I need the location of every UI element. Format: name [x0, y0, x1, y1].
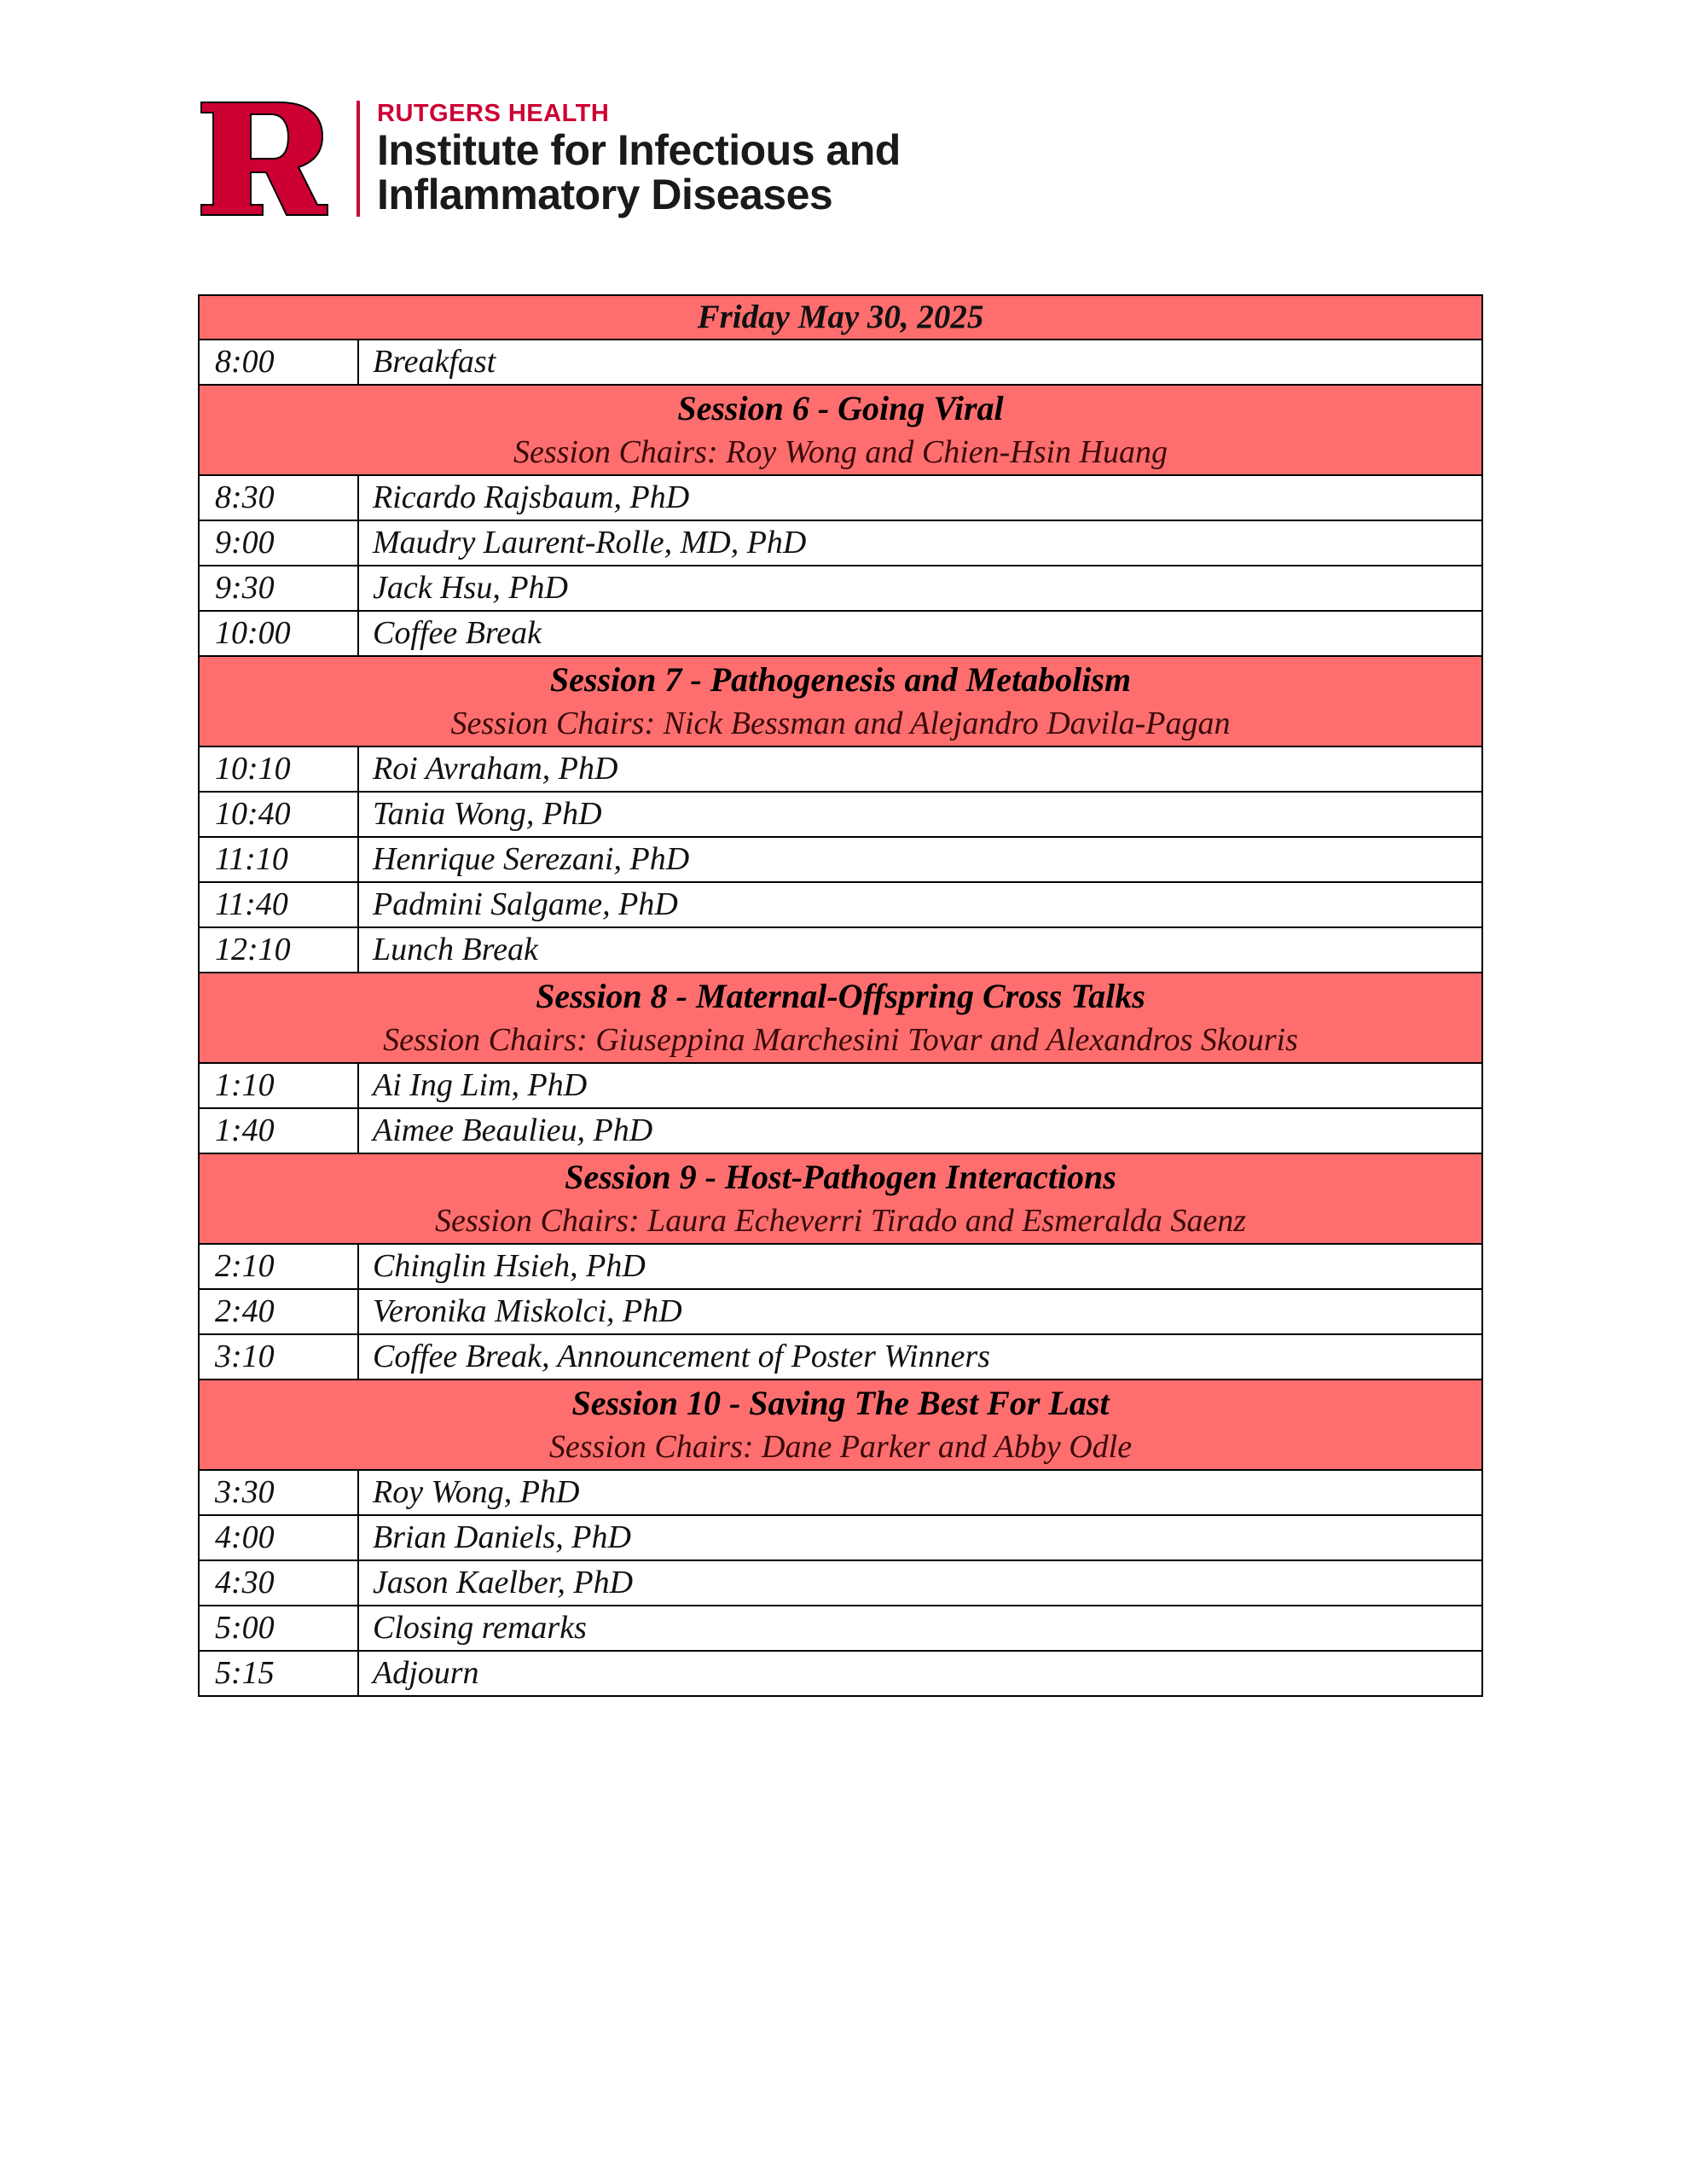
time-cell: 10:40	[199, 792, 358, 837]
time-cell: 11:10	[199, 837, 358, 882]
time-cell: 12:10	[199, 927, 358, 973]
session-chairs: Session Chairs: Nick Bessman and Alejandro Davila-Pagan	[450, 706, 1231, 741]
item-cell: Jack Hsu, PhD	[358, 566, 1482, 611]
schedule-row	[199, 1334, 1482, 1380]
time-cell: 5:15	[199, 1651, 358, 1696]
session-chairs: Session Chairs: Roy Wong and Chien-Hsin Huang	[513, 434, 1168, 470]
schedule-row	[199, 611, 1482, 656]
session-header-row	[199, 385, 1482, 475]
schedule-row	[199, 475, 1482, 520]
schedule-row	[199, 1606, 1482, 1651]
time-cell: 3:10	[199, 1334, 358, 1380]
session-header-row	[199, 973, 1482, 1063]
session-header	[199, 1153, 1482, 1244]
session-chairs: Session Chairs: Dane Parker and Abby Odle	[548, 1429, 1133, 1465]
schedule-row	[199, 792, 1482, 837]
rutgers-r-icon	[198, 99, 331, 218]
schedule-row	[199, 837, 1482, 882]
time-cell: 9:30	[199, 566, 358, 611]
session-chairs: Session Chairs: Giuseppina Marchesini Tovar and Alexandros Skouris	[383, 1022, 1298, 1058]
item-cell: Henrique Serezani, PhD	[358, 837, 1482, 882]
item-cell: Tania Wong, PhD	[358, 792, 1482, 837]
schedule-row	[199, 927, 1482, 973]
time-cell: 8:30	[199, 475, 358, 520]
institute-name-line2: Inflammatory Diseases	[377, 171, 833, 218]
item-cell: Coffee Break	[358, 611, 1482, 656]
item-cell: Brian Daniels, PhD	[358, 1515, 1482, 1560]
time-cell: 9:00	[199, 520, 358, 566]
schedule-row	[199, 1470, 1482, 1515]
session-chairs: Session Chairs: Laura Echeverri Tirado and Esmeralda Saenz	[434, 1203, 1247, 1239]
item-cell: Closing remarks	[358, 1606, 1482, 1651]
time-cell: 2:40	[199, 1289, 358, 1334]
session-title: Session 8 - Maternal-Offspring Cross Talks	[536, 977, 1145, 1015]
time-cell: 10:10	[199, 746, 358, 792]
time-cell: 1:40	[199, 1108, 358, 1153]
item-cell: Padmini Salgame, PhD	[358, 882, 1482, 927]
item-cell: Lunch Break	[358, 927, 1482, 973]
schedule-row	[199, 1063, 1482, 1108]
institute-header	[198, 99, 901, 218]
header-text	[377, 99, 923, 217]
session-header-row	[199, 1380, 1482, 1470]
schedule-row	[199, 1515, 1482, 1560]
schedule-row	[199, 340, 1482, 385]
schedule-row	[199, 1244, 1482, 1289]
time-cell: 10:00	[199, 611, 358, 656]
header-divider	[357, 101, 360, 217]
session-header	[199, 973, 1482, 1063]
item-cell: Coffee Break, Announcement of Poster Winners	[358, 1334, 1482, 1380]
day-header-row	[199, 295, 1482, 340]
session-title: Session 10 - Saving The Best For Last	[571, 1384, 1110, 1422]
session-title: Session 9 - Host-Pathogen Interactions	[565, 1158, 1116, 1196]
session-title: Session 6 - Going Viral	[677, 389, 1004, 427]
schedule-row	[199, 566, 1482, 611]
time-cell: 11:40	[199, 882, 358, 927]
schedule-table	[198, 294, 1483, 1697]
item-cell: Veronika Miskolci, PhD	[358, 1289, 1482, 1334]
schedule-row	[199, 1289, 1482, 1334]
schedule-row	[199, 1108, 1482, 1153]
time-cell: 2:10	[199, 1244, 358, 1289]
brand-name: RUTGERS HEALTH	[377, 100, 610, 127]
session-header	[199, 656, 1482, 746]
item-cell: Ai Ing Lim, PhD	[358, 1063, 1482, 1108]
item-cell: Jason Kaelber, PhD	[358, 1560, 1482, 1606]
item-cell: Aimee Beaulieu, PhD	[358, 1108, 1482, 1153]
item-cell: Roi Avraham, PhD	[358, 746, 1482, 792]
schedule-row	[199, 520, 1482, 566]
schedule-row	[199, 882, 1482, 927]
time-cell: 5:00	[199, 1606, 358, 1651]
session-header	[199, 1380, 1482, 1470]
session-title: Session 7 - Pathogenesis and Metabolism	[549, 660, 1132, 699]
item-cell: Roy Wong, PhD	[358, 1470, 1482, 1515]
time-cell: 3:30	[199, 1470, 358, 1515]
schedule-row	[199, 1651, 1482, 1696]
session-header-row	[199, 1153, 1482, 1244]
day-title: Friday May 30, 2025	[199, 295, 1482, 340]
item-cell: Chinglin Hsieh, PhD	[358, 1244, 1482, 1289]
time-cell: 1:10	[199, 1063, 358, 1108]
time-cell: 8:00	[199, 340, 358, 385]
item-cell: Adjourn	[358, 1651, 1482, 1696]
session-header-row	[199, 656, 1482, 746]
item-cell: Maudry Laurent-Rolle, MD, PhD	[358, 520, 1482, 566]
session-header	[199, 385, 1482, 475]
time-cell: 4:30	[199, 1560, 358, 1606]
item-cell: Breakfast	[358, 340, 1482, 385]
time-cell: 4:00	[199, 1515, 358, 1560]
item-cell: Ricardo Rajsbaum, PhD	[358, 475, 1482, 520]
schedule-row	[199, 1560, 1482, 1606]
schedule-row	[199, 746, 1482, 792]
institute-name-line1: Institute for Infectious and	[377, 126, 901, 174]
